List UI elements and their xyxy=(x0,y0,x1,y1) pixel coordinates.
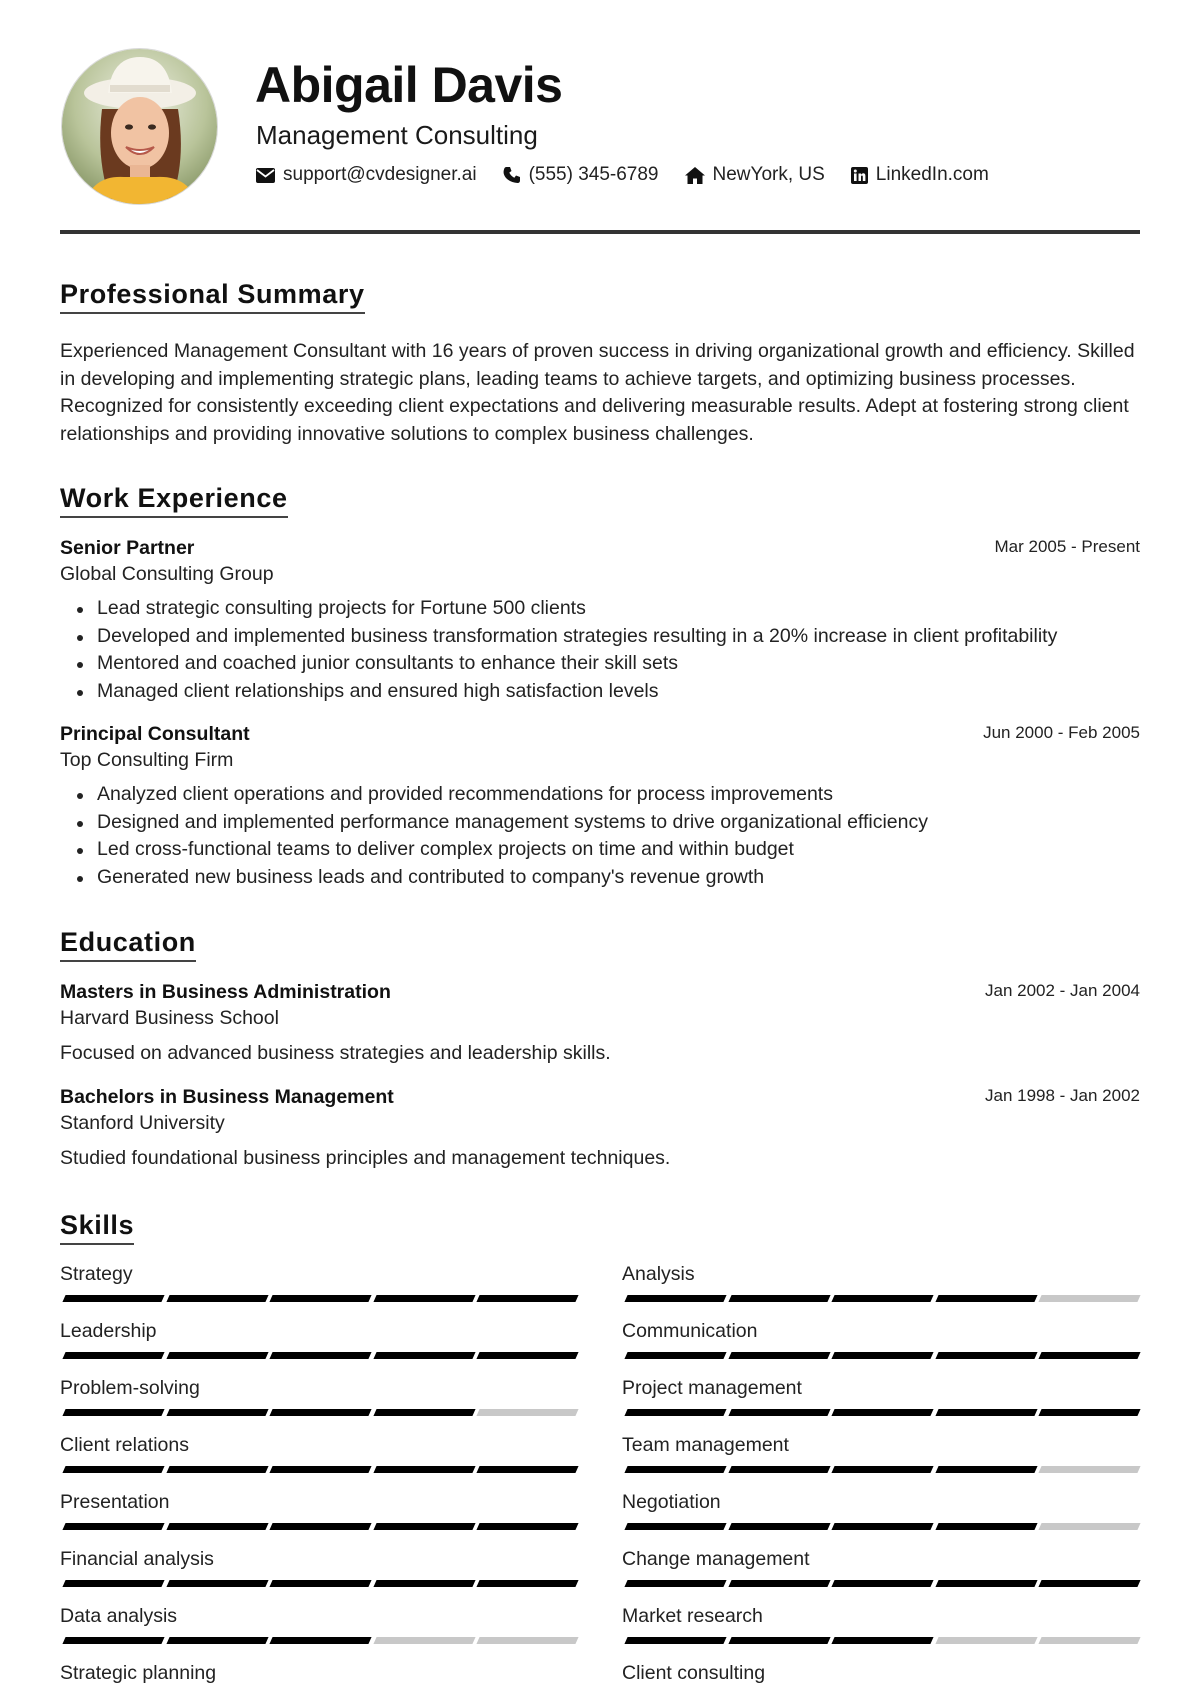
contact-linkedin[interactable] xyxy=(851,164,989,186)
skill-level-segment-filled xyxy=(935,1409,1037,1416)
skill-level-segment-filled xyxy=(269,1466,371,1473)
section-title-education: Education xyxy=(60,927,196,962)
skill-name: Negotiation xyxy=(622,1491,721,1513)
skill-level-segment-filled xyxy=(62,1466,164,1473)
job-bullet: Lead strategic consulting projects for Fortune 500 clients xyxy=(97,595,1140,623)
job-title: Principal Consultant xyxy=(60,723,250,745)
skill-level-segment-filled xyxy=(935,1580,1037,1587)
skill-level-segment-filled xyxy=(166,1409,268,1416)
skill-item xyxy=(60,1546,578,1603)
skill-name: Change management xyxy=(622,1548,810,1570)
skill-level-bar xyxy=(622,1295,1140,1303)
skill-level-bar xyxy=(60,1523,578,1531)
skill-item xyxy=(60,1660,578,1684)
skill-item xyxy=(60,1603,578,1660)
skill-name: Team management xyxy=(622,1434,789,1456)
skill-name: Market research xyxy=(622,1605,763,1627)
education-dates: Jan 1998 - Jan 2002 xyxy=(984,1086,1140,1105)
skill-level-segment-filled xyxy=(831,1409,933,1416)
skill-level-segment-filled xyxy=(624,1295,726,1302)
job-dates: Jun 2000 - Feb 2005 xyxy=(983,723,1140,742)
header-divider xyxy=(60,230,1140,234)
skill-level-segment-filled xyxy=(166,1295,268,1302)
skill-level-segment-filled xyxy=(476,1466,578,1473)
skill-level-segment-filled xyxy=(624,1409,726,1416)
job-bullet: Generated new business leads and contributed to company's revenue growth xyxy=(97,864,1140,892)
job-bullet: Designed and implemented performance management systems to drive organizational efficiency xyxy=(97,809,1140,837)
job-dates: Mar 2005 - Present xyxy=(994,537,1140,556)
skill-level-bar xyxy=(622,1409,1140,1417)
job-bullet: Managed client relationships and ensured high satisfaction levels xyxy=(97,678,1140,706)
experience-entry xyxy=(60,721,1140,891)
skill-level-segment-filled xyxy=(624,1580,726,1587)
skill-level-bar xyxy=(622,1466,1140,1474)
skill-level-segment-empty xyxy=(935,1637,1037,1644)
skill-level-segment-filled xyxy=(476,1295,578,1302)
section-title-experience: Work Experience xyxy=(60,483,288,518)
skill-level-segment-filled xyxy=(1038,1580,1140,1587)
company-name: Global Consulting Group xyxy=(60,563,274,585)
skill-level-bar xyxy=(60,1580,578,1588)
skill-level-segment-filled xyxy=(728,1295,830,1302)
contact-phone-text: (555) 345-6789 xyxy=(528,164,659,185)
skill-level-segment-empty xyxy=(476,1637,578,1644)
education-description: Focused on advanced business strategies and leadership skills. xyxy=(60,1042,611,1064)
skill-level-segment-filled xyxy=(373,1352,475,1359)
contact-location xyxy=(685,164,825,186)
skill-level-segment-filled xyxy=(1038,1352,1140,1359)
skill-name: Client consulting xyxy=(622,1662,766,1684)
skill-level-segment-filled xyxy=(166,1352,268,1359)
home-icon xyxy=(685,167,705,184)
skill-level-segment-filled xyxy=(62,1637,164,1644)
skill-level-segment-filled xyxy=(935,1523,1037,1530)
skill-level-segment-filled xyxy=(269,1523,371,1530)
skill-item xyxy=(622,1261,1140,1318)
education-entry xyxy=(60,1084,1140,1171)
profile-photo xyxy=(61,48,218,205)
skill-name: Client relations xyxy=(60,1434,189,1456)
skill-level-segment-filled xyxy=(624,1637,726,1644)
skill-item xyxy=(60,1261,578,1318)
candidate-name: Abigail Davis xyxy=(255,57,563,113)
education-dates: Jan 2002 - Jan 2004 xyxy=(984,981,1140,1000)
skill-name: Leadership xyxy=(60,1320,157,1342)
contact-location-text: NewYork, US xyxy=(712,164,825,185)
skill-item xyxy=(622,1375,1140,1432)
skill-level-segment-filled xyxy=(166,1466,268,1473)
skill-level-segment-filled xyxy=(166,1523,268,1530)
skill-level-segment-filled xyxy=(269,1295,371,1302)
skill-level-segment-filled xyxy=(1038,1409,1140,1416)
skill-level-segment-filled xyxy=(166,1580,268,1587)
skill-level-segment-filled xyxy=(728,1637,830,1644)
skill-level-segment-filled xyxy=(62,1409,164,1416)
skill-item xyxy=(622,1432,1140,1489)
skill-level-segment-filled xyxy=(831,1352,933,1359)
skill-name: Project management xyxy=(622,1377,802,1399)
skill-level-segment-filled xyxy=(831,1637,933,1644)
job-bullets xyxy=(60,781,1140,891)
skill-name: Problem-solving xyxy=(60,1377,200,1399)
job-bullet: Mentored and coached junior consultants to enhance their skill sets xyxy=(97,650,1140,678)
skill-level-segment-filled xyxy=(373,1466,475,1473)
skill-level-segment-filled xyxy=(373,1295,475,1302)
skill-level-bar xyxy=(622,1637,1140,1645)
skill-level-segment-empty xyxy=(1038,1295,1140,1302)
skill-level-segment-filled xyxy=(624,1466,726,1473)
job-bullet: Developed and implemented business transformation strategies resulting in a 20% increase in client profitability xyxy=(97,623,1140,651)
envelope-icon xyxy=(256,168,275,183)
skill-name: Communication xyxy=(622,1320,758,1342)
skill-level-segment-filled xyxy=(373,1580,475,1587)
degree-title: Bachelors in Business Management xyxy=(60,1086,394,1108)
skill-item xyxy=(60,1318,578,1375)
education-entry xyxy=(60,979,1140,1066)
degree-title: Masters in Business Administration xyxy=(60,981,391,1003)
skill-item xyxy=(622,1318,1140,1375)
skill-level-segment-filled xyxy=(373,1409,475,1416)
skill-level-segment-filled xyxy=(62,1523,164,1530)
skill-level-segment-filled xyxy=(728,1466,830,1473)
skill-level-segment-filled xyxy=(728,1523,830,1530)
skill-level-bar xyxy=(622,1580,1140,1588)
skill-level-bar xyxy=(622,1523,1140,1531)
skill-item xyxy=(60,1489,578,1546)
job-bullets xyxy=(60,595,1140,705)
skill-level-segment-filled xyxy=(269,1637,371,1644)
skill-level-segment-filled xyxy=(728,1409,830,1416)
skill-level-segment-filled xyxy=(831,1466,933,1473)
skill-level-segment-filled xyxy=(269,1580,371,1587)
skill-name: Analysis xyxy=(622,1263,695,1285)
skill-level-segment-filled xyxy=(476,1352,578,1359)
skill-level-segment-filled xyxy=(62,1352,164,1359)
skill-level-segment-filled xyxy=(476,1523,578,1530)
skill-level-segment-filled xyxy=(728,1580,830,1587)
section-title-skills: Skills xyxy=(60,1210,134,1245)
contact-linkedin-text: LinkedIn.com xyxy=(875,164,989,185)
skill-name: Strategic planning xyxy=(60,1662,217,1684)
education-description: Studied foundational business principles and management techniques. xyxy=(60,1147,671,1169)
skill-level-segment-filled xyxy=(831,1523,933,1530)
skill-level-segment-filled xyxy=(62,1295,164,1302)
candidate-title: Management Consulting xyxy=(256,120,538,150)
skill-level-segment-filled xyxy=(831,1580,933,1587)
summary-text: Experienced Management Consultant with 16 years of proven success in driving organizational growth and efficiency. Skilled in developing and implementing strategic plans, leading teams to achieve targets, and optimizing business processes. Recognized for consistently exceeding client expectations and delivering measurable results. Adept at fostering strong client relationships and providing innovative solutions to complex business challenges. xyxy=(60,340,1135,445)
section-title-summary: Professional Summary xyxy=(60,279,365,314)
skill-item xyxy=(622,1546,1140,1603)
experience-entry xyxy=(60,535,1140,705)
skill-level-segment-empty xyxy=(1038,1466,1140,1473)
skill-item xyxy=(622,1489,1140,1546)
contact-email[interactable] xyxy=(256,164,477,186)
skill-level-segment-filled xyxy=(624,1523,726,1530)
skill-level-segment-filled xyxy=(269,1409,371,1416)
skill-name: Financial analysis xyxy=(60,1548,214,1570)
skill-level-bar xyxy=(60,1352,578,1360)
skill-level-bar xyxy=(60,1295,578,1303)
skill-level-segment-filled xyxy=(166,1637,268,1644)
job-bullet: Analyzed client operations and provided recommendations for process improvements xyxy=(97,781,1140,809)
skill-level-segment-empty xyxy=(1038,1523,1140,1530)
linkedin-icon xyxy=(851,167,868,184)
skill-level-bar xyxy=(60,1466,578,1474)
skill-level-segment-filled xyxy=(831,1295,933,1302)
skill-level-segment-empty xyxy=(373,1637,475,1644)
skill-name: Data analysis xyxy=(60,1605,178,1627)
skill-item xyxy=(622,1603,1140,1660)
skill-level-bar xyxy=(60,1409,578,1417)
skill-item xyxy=(60,1432,578,1489)
skill-level-segment-filled xyxy=(269,1352,371,1359)
skill-level-segment-filled xyxy=(62,1580,164,1587)
skill-level-segment-empty xyxy=(1038,1637,1140,1644)
contact-list xyxy=(256,164,1015,186)
skill-level-segment-filled xyxy=(624,1352,726,1359)
phone-icon xyxy=(503,166,521,184)
school-name: Harvard Business School xyxy=(60,1007,279,1029)
skill-level-bar xyxy=(60,1637,578,1645)
skill-level-segment-empty xyxy=(476,1409,578,1416)
skill-name: Strategy xyxy=(60,1263,133,1285)
resume-header xyxy=(61,48,1141,206)
company-name: Top Consulting Firm xyxy=(60,749,234,771)
contact-email-text: support@cvdesigner.ai xyxy=(283,164,477,185)
skill-item xyxy=(622,1660,1140,1684)
job-title: Senior Partner xyxy=(60,537,195,559)
school-name: Stanford University xyxy=(60,1112,225,1134)
skill-item xyxy=(60,1375,578,1432)
skill-level-segment-filled xyxy=(373,1523,475,1530)
skill-level-segment-filled xyxy=(728,1352,830,1359)
skill-level-segment-filled xyxy=(476,1580,578,1587)
skill-level-segment-filled xyxy=(935,1352,1037,1359)
skill-level-segment-filled xyxy=(935,1466,1037,1473)
job-bullet: Led cross-functional teams to deliver complex projects on time and within budget xyxy=(97,836,1140,864)
skill-level-segment-filled xyxy=(935,1295,1037,1302)
skill-name: Presentation xyxy=(60,1491,170,1513)
contact-phone[interactable] xyxy=(503,164,659,186)
skill-level-bar xyxy=(622,1352,1140,1360)
